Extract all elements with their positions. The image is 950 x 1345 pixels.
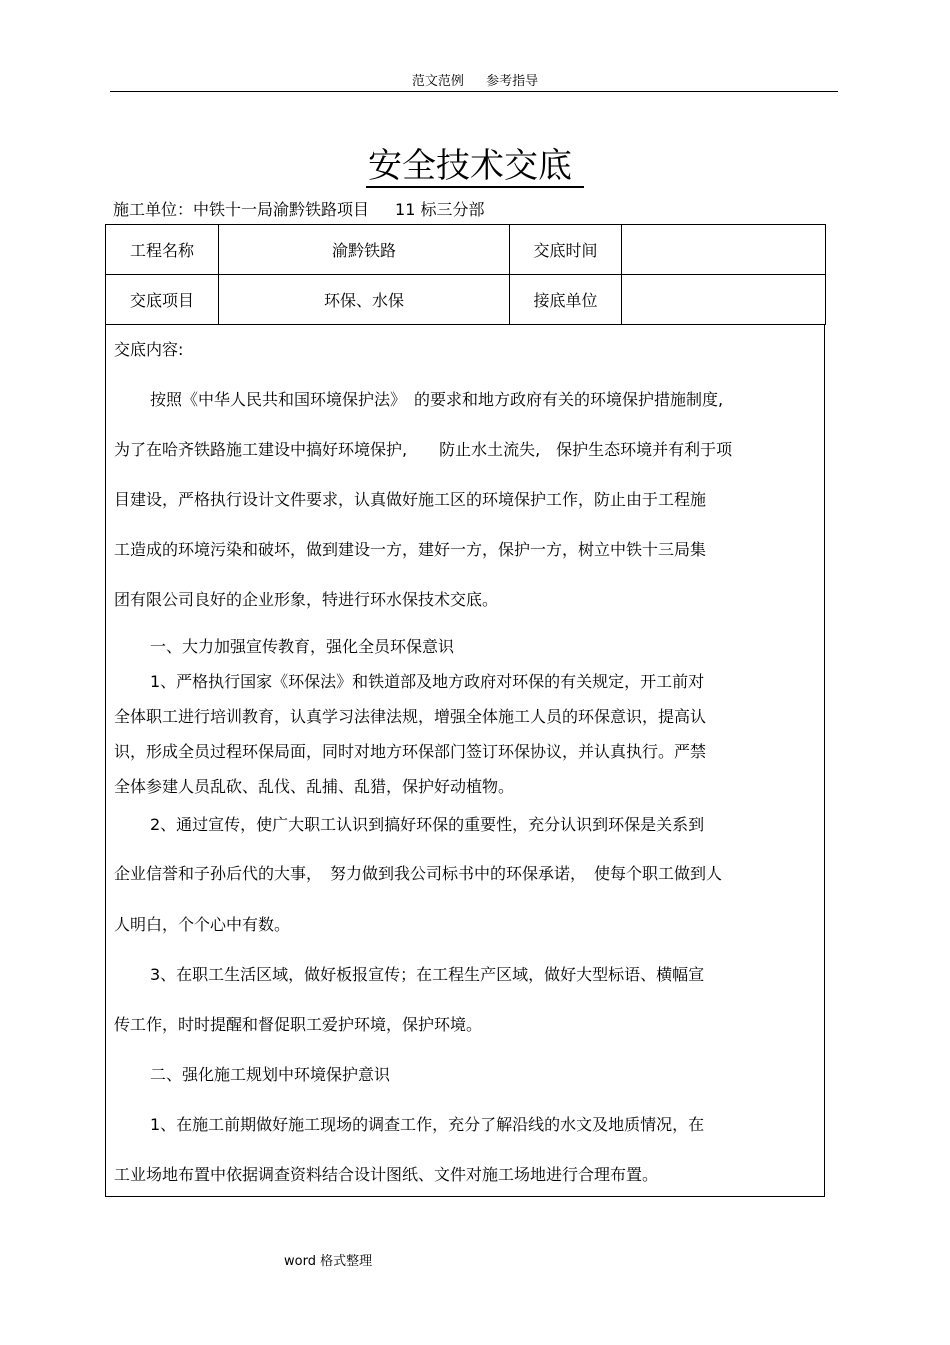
content-heading: 交底内容:	[114, 340, 184, 359]
construction-unit-line	[113, 199, 484, 221]
content-line: 全体职工进行培训教育，认真学习法律法规，增强全体施工人员的环保意识，提高认	[114, 707, 707, 726]
unit-section: 11 标三分部	[395, 200, 485, 219]
receiving-unit-value	[622, 275, 826, 325]
handover-item-label: 交底项目	[106, 275, 219, 325]
content-line: 1、在施工前期做好施工现场的调查工作，充分了解沿线的水文及地质情况，在	[150, 1115, 705, 1134]
page-footer: word 格式整理	[284, 1254, 373, 1269]
content-line: 为了在哈齐铁路施工建设中搞好环境保护, 防止水土流失, 保护生态环境并有利于项	[114, 440, 733, 459]
section-heading: 一、大力加强宣传教育，强化全员环保意识	[150, 637, 455, 656]
content-line: 3、在职工生活区域，做好板报宣传；在工程生产区域，做好大型标语、横幅宣	[150, 965, 705, 984]
unit-label: 施工单位：中铁十一局渝黔铁路项目	[113, 200, 370, 219]
document-title	[0, 142, 950, 190]
info-row-1	[106, 225, 826, 275]
project-name-label: 工程名称	[106, 225, 219, 275]
header-right-text: 参考指导	[486, 74, 539, 89]
header-left-text: 范文范例	[411, 74, 464, 89]
content-line: 企业信誉和子孙后代的大事， 努力做到我公司标书中的环保承诺， 使每个职工做到人	[114, 864, 723, 883]
page-header	[0, 70, 950, 89]
content-line: 目建设，严格执行设计文件要求，认真做好施工区的环境保护工作，防止由于工程施	[114, 490, 707, 509]
handover-time-value	[622, 225, 826, 275]
info-row-2	[106, 275, 826, 325]
content-line: 2、通过宣传，使广大职工认识到搞好环保的重要性，充分认识到环保是关系到	[150, 815, 705, 834]
content-line: 传工作，时时提醒和督促职工爱护环境，保护环境。	[114, 1015, 483, 1034]
content-line: 工造成的环境污染和破坏，做到建设一方，建好一方，保护一方，树立中铁十三局集	[114, 540, 707, 559]
content-line: 人明白，个个心中有数。	[114, 915, 291, 934]
content-line: 识，形成全员过程环保局面，同时对地方环保部门签订环保协议，并认真执行。严禁	[114, 742, 707, 761]
title-text: 安全技术交底	[366, 146, 584, 188]
content-line: 按照《中华人民共和国环境保护法》 的要求和地方政府有关的环境保护措施制度,	[150, 390, 724, 409]
content-line: 1、严格执行国家《环保法》和铁道部及地方政府对环保的有关规定，开工前对	[150, 672, 705, 691]
project-name-value: 渝黔铁路	[219, 225, 510, 275]
section-heading: 二、强化施工规划中环境保护意识	[150, 1065, 391, 1084]
handover-item-value: 环保、水保	[219, 275, 510, 325]
handover-time-label: 交底时间	[510, 225, 622, 275]
info-table	[105, 224, 826, 325]
content-box	[105, 325, 825, 1197]
content-line: 团有限公司良好的企业形象，特进行环水保技术交底。	[114, 590, 499, 609]
header-divider	[110, 91, 838, 92]
content-line: 全体参建人员乱砍、乱伐、乱捕、乱猎，保护好动植物。	[114, 777, 515, 796]
receiving-unit-label: 接底单位	[510, 275, 622, 325]
content-line: 工业场地布置中依据调查资料结合设计图纸、文件对施工场地进行合理布置。	[114, 1165, 659, 1184]
